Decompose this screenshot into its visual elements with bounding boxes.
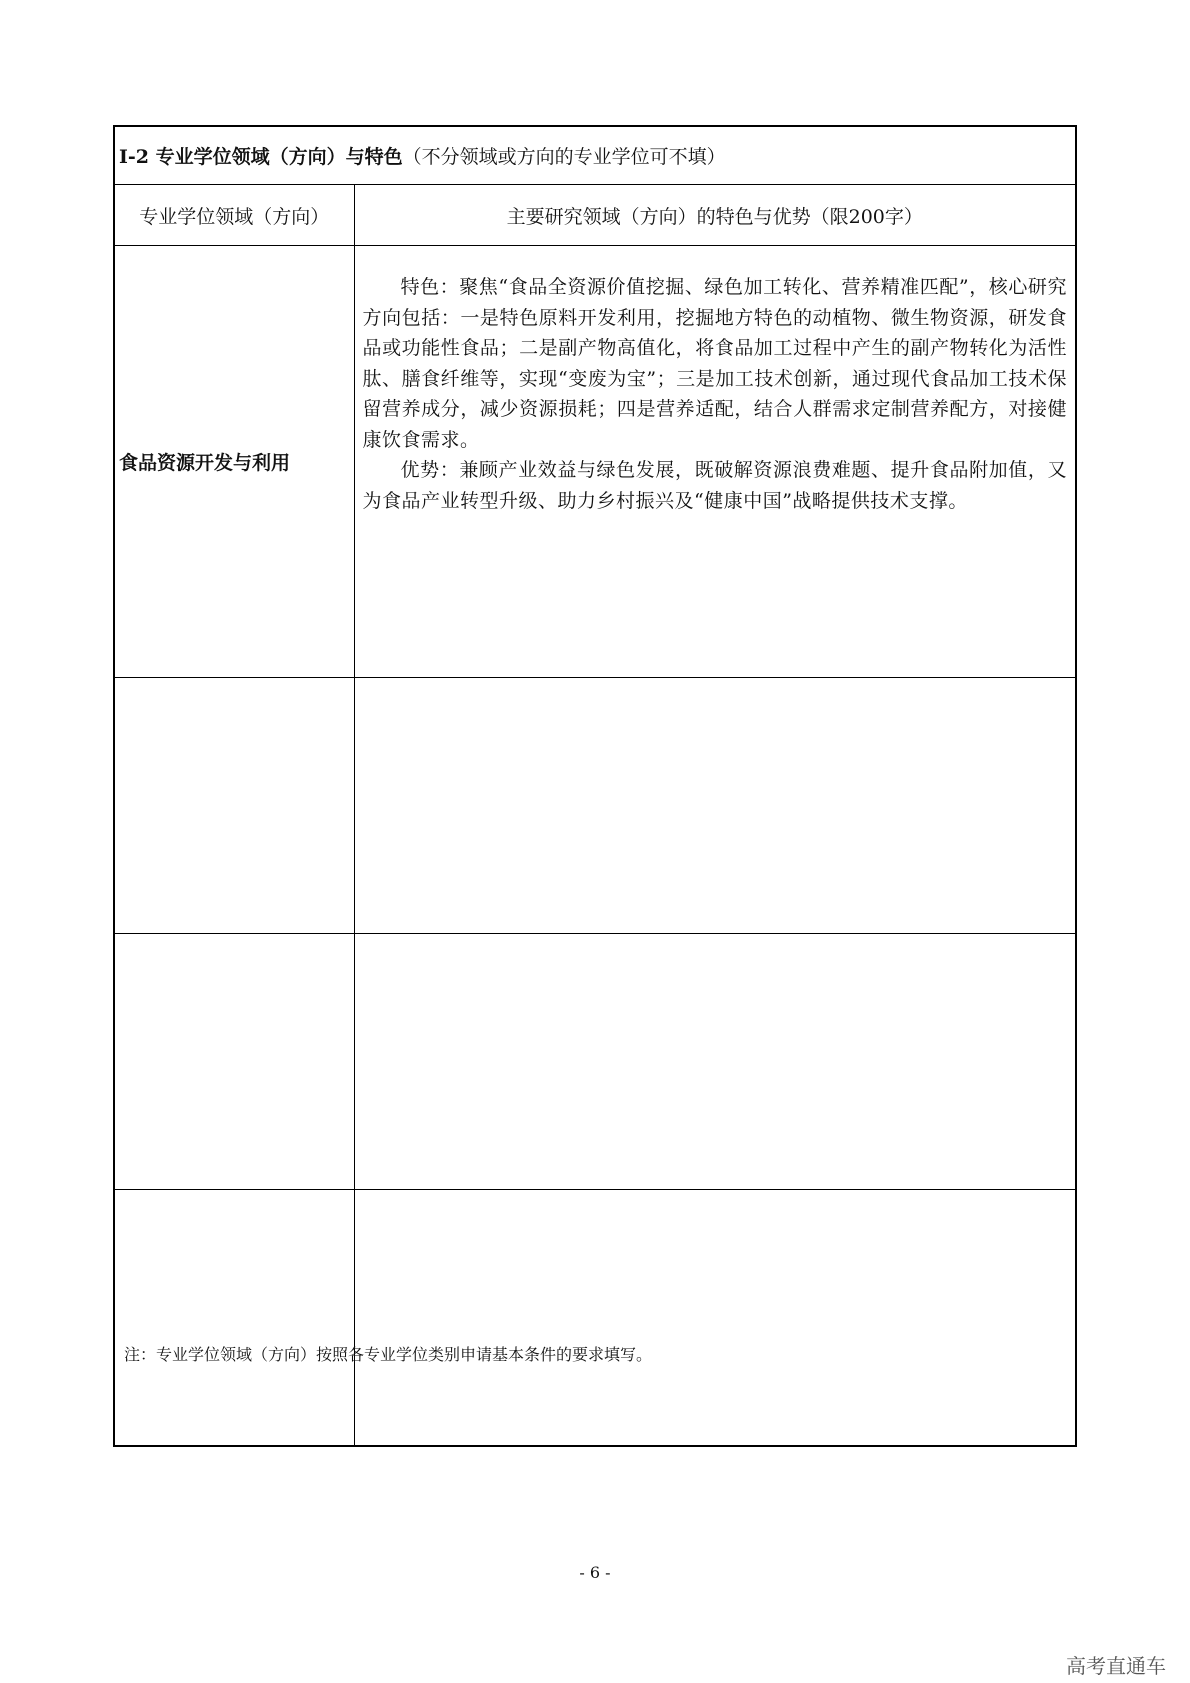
- watermark: 高考直通车: [1066, 1654, 1166, 1678]
- features-cell: [354, 1190, 1076, 1447]
- header-features: 主要研究领域（方向）的特色与优势（限200字）: [354, 185, 1076, 246]
- features-cell: [354, 678, 1076, 934]
- table-row: [114, 1190, 1076, 1447]
- section-note: （不分领域或方向的专业学位可不填）: [402, 146, 726, 168]
- domain-cell: [114, 934, 354, 1190]
- features-cell: [354, 246, 1076, 678]
- section-title-row: [114, 126, 1076, 185]
- header-domain: 专业学位领域（方向）: [114, 185, 354, 246]
- section-title-cell: [114, 126, 1076, 185]
- features-paragraph: 特色：聚焦“食品全资源价值挖掘、绿色加工转化、营养精准匹配”，核心研究方向包括：一是特色原料开发利用，挖掘地方特色的动植物、微生物资源，研发食品或功能性食品；二是副产物高值化，将食品加工过程中产生的副产物转化为活性肽、膳食纤维等，实现“变废为宝”；三是加工技术创新，通过现代食品加工技术保留营养成分，减少资源损耗；四是营养适配，结合人群需求定制营养配方，对接健康饮食需求。: [362, 276, 1067, 451]
- features-cell: [354, 934, 1076, 1190]
- domain-cell: [114, 678, 354, 934]
- domain-cell: [114, 1190, 354, 1447]
- table-row: [114, 678, 1076, 934]
- section-title: I-2 专业学位领域（方向）与特色: [119, 146, 403, 168]
- footnote: 注：专业学位领域（方向）按照各专业学位类别申请基本条件的要求填写。: [124, 1345, 653, 1364]
- domain-cell: 食品资源开发与利用: [114, 246, 354, 678]
- table-header-row: [114, 185, 1076, 246]
- page-number: - 6 -: [579, 1563, 611, 1582]
- advantages-paragraph: 优势：兼顾产业效益与绿色发展，既破解资源浪费难题、提升食品附加值，又为食品产业转型升级、助力乡村振兴及“健康中国”战略提供技术支撑。: [362, 459, 1067, 512]
- table-row: [114, 246, 1076, 678]
- table-row: [114, 934, 1076, 1190]
- form-table: [113, 125, 1077, 1447]
